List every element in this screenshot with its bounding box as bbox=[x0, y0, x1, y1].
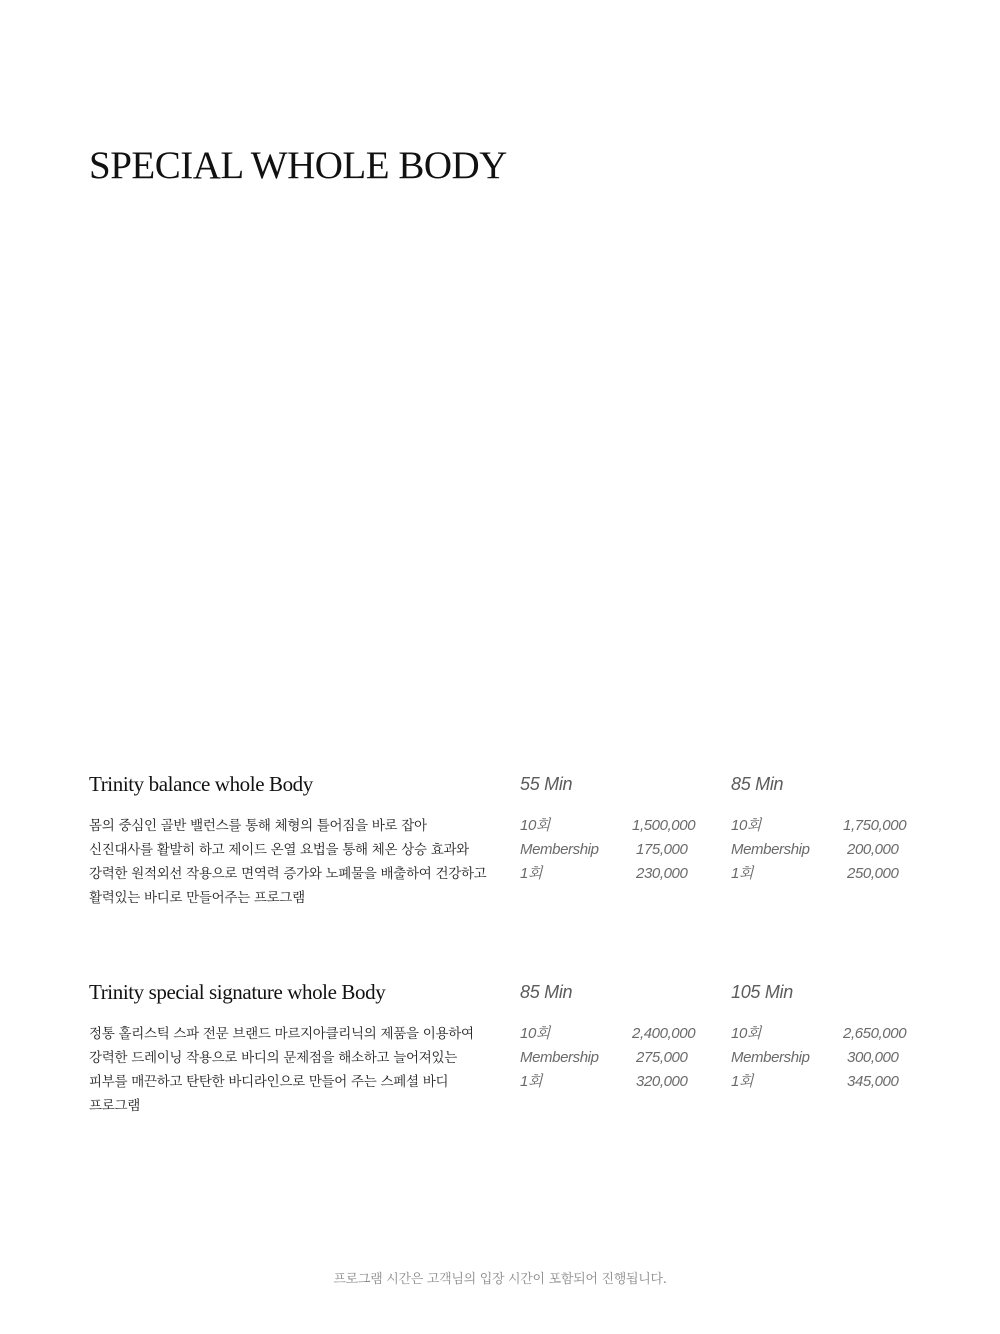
price-value: 200,000 bbox=[847, 841, 899, 858]
footer-note: 프로그램 시간은 고객님의 입장 시간이 포함되어 진행됩니다. bbox=[333, 1272, 667, 1287]
price-label: 10회 bbox=[731, 817, 761, 834]
price-value: 275,000 bbox=[636, 1049, 688, 1066]
price-row bbox=[731, 814, 921, 838]
price-option-85-min bbox=[520, 978, 710, 1094]
price-row bbox=[520, 1070, 710, 1094]
price-value: 2,650,000 bbox=[843, 1025, 907, 1042]
price-label: Membership bbox=[520, 841, 599, 858]
price-row bbox=[731, 838, 921, 862]
price-row bbox=[731, 1022, 921, 1046]
program-description: 정통 홀리스틱 스파 전문 브랜드 마르지아클리닉의 제품을 이용하여 강력한 드레이닝 작용으로 바디의 문제점을 해소하고 늘어져있는 피부를 매끈하고 탄탄한 바디라인으로 만들어 주는 스페셜 바디 프로그램 bbox=[89, 1026, 474, 1114]
price-value: 320,000 bbox=[636, 1073, 688, 1090]
price-row bbox=[520, 1022, 710, 1046]
price-list bbox=[520, 814, 710, 886]
price-row bbox=[520, 1046, 710, 1070]
price-option-55-min bbox=[520, 770, 710, 886]
page-title: SPECIAL WHOLE BODY bbox=[89, 144, 507, 187]
price-label: 1회 bbox=[520, 1073, 543, 1090]
price-label: 1회 bbox=[731, 865, 754, 882]
price-label: Membership bbox=[731, 841, 810, 858]
price-option-105-min bbox=[731, 978, 921, 1094]
price-label: 1회 bbox=[731, 1073, 754, 1090]
price-value: 1,750,000 bbox=[843, 817, 907, 834]
price-value: 175,000 bbox=[636, 841, 688, 858]
price-value: 345,000 bbox=[847, 1073, 899, 1090]
price-label: Membership bbox=[731, 1049, 810, 1066]
program-description: 몸의 중심인 골반 밸런스를 통해 체형의 틀어짐을 바로 잡아 신진대사를 활발히 하고 제이드 온열 요법을 통해 체온 상승 효과와 강력한 원적외선 작용으로 면역력 증가와 노폐물을 배출하여 건강하고 활력있는 바디로 만들어주는 프로그램 bbox=[89, 818, 487, 906]
price-option-85-min bbox=[731, 770, 921, 886]
price-value: 250,000 bbox=[847, 865, 899, 882]
price-value: 300,000 bbox=[847, 1049, 899, 1066]
program-name: Trinity balance whole Body bbox=[89, 772, 313, 796]
price-list bbox=[731, 814, 921, 886]
price-row bbox=[520, 862, 710, 886]
price-label: 10회 bbox=[731, 1025, 761, 1042]
price-list bbox=[520, 1022, 710, 1094]
price-label: Membership bbox=[520, 1049, 599, 1066]
price-row bbox=[731, 1070, 921, 1094]
price-label: 10회 bbox=[520, 817, 550, 834]
duration-label: 105 Min bbox=[731, 982, 793, 1002]
price-value: 230,000 bbox=[636, 865, 688, 882]
price-value: 2,400,000 bbox=[632, 1025, 696, 1042]
price-row bbox=[731, 1046, 921, 1070]
price-label: 1회 bbox=[520, 865, 543, 882]
price-value: 1,500,000 bbox=[632, 817, 696, 834]
program-name: Trinity special signature whole Body bbox=[89, 980, 386, 1004]
price-label: 10회 bbox=[520, 1025, 550, 1042]
price-row bbox=[520, 838, 710, 862]
duration-label: 85 Min bbox=[731, 774, 784, 794]
duration-label: 55 Min bbox=[520, 774, 573, 794]
duration-label: 85 Min bbox=[520, 982, 573, 1002]
price-row bbox=[520, 814, 710, 838]
price-row bbox=[731, 862, 921, 886]
price-list bbox=[731, 1022, 921, 1094]
